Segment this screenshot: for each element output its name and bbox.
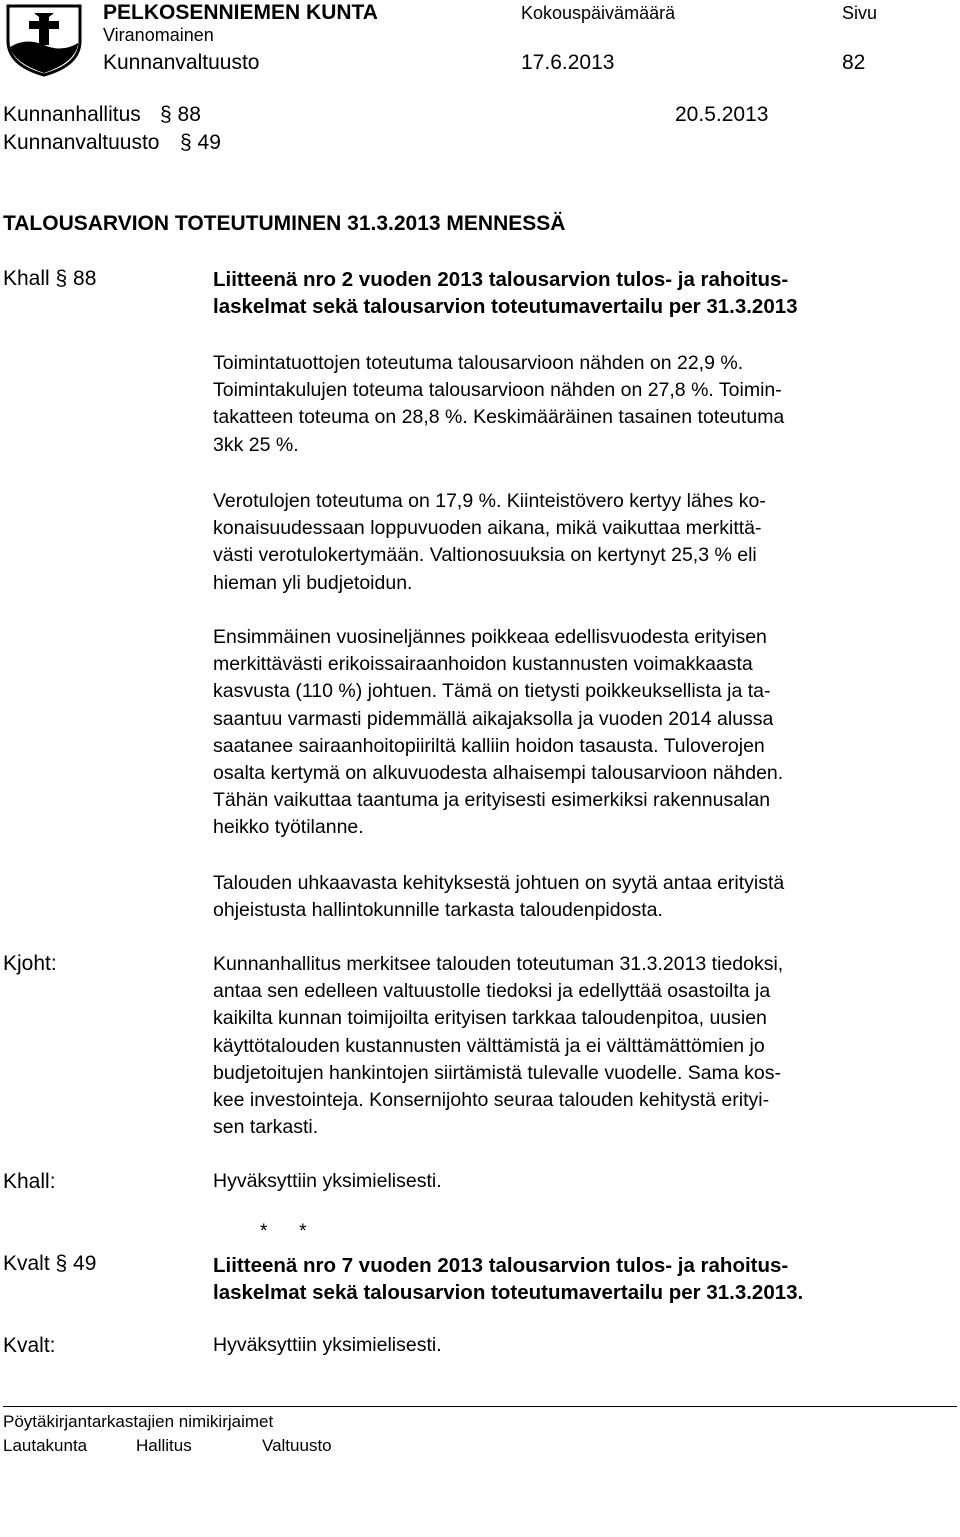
- ref-section-kvalt: § 49: [180, 131, 221, 154]
- paragraph-line: Tähän vaikuttaa taantuma ja erityisesti esimerkiksi rakennusalan: [213, 789, 771, 812]
- footer-title: Pöytäkirjantarkastajien nimikirjaimet: [3, 1412, 274, 1431]
- kvalt-decision-text: Hyväksyttiin yksimielisesti.: [213, 1334, 442, 1356]
- ref-body-khall: Kunnanhallitus: [3, 103, 141, 126]
- ref-date-khall: 20.5.2013: [675, 103, 769, 126]
- kjoht-label: Kjoht:: [3, 952, 57, 975]
- kvalt-heading: [213, 1252, 803, 1306]
- paragraph-line: ohjeistusta hallintokunnille tarkasta taloudenpidosta.: [213, 899, 663, 922]
- meeting-date: 17.6.2013: [521, 51, 615, 74]
- khall-section-ref: Khall § 88: [3, 267, 97, 290]
- kvalt-heading-line: Liitteenä nro 7 vuoden 2013 talousarvion tulos- ja rahoitus-: [213, 1254, 789, 1277]
- authority-label: Viranomainen: [103, 25, 214, 45]
- paragraph-line: Ensimmäinen vuosineljännes poikkeaa edellisvuodesta erityisen: [213, 626, 767, 648]
- paragraph-line: saantuu varmasti pidemmällä aikajaksolla ja vuoden 2014 alussa: [213, 707, 774, 730]
- attachment-heading: [213, 266, 798, 320]
- paragraph-line: osalta kertymä on alkuvuodesta alhaisempi talousarvioon nähden.: [213, 762, 784, 785]
- separator-stars: * *: [260, 1221, 307, 1242]
- paragraph-first-quarter: [213, 624, 783, 842]
- coat-of-arms-icon: [4, 3, 84, 77]
- paragraph-line: merkittävästi erikoissairaanhoidon kustannusten voimakkaasta: [213, 653, 753, 676]
- paragraph-line: saatanee sairaanhoitopiiriltä kalliin hoidon tasausta. Tuloverojen: [213, 734, 765, 757]
- proposal-line: sen tarkasti.: [213, 1116, 319, 1139]
- footer-col-government: Hallitus: [136, 1436, 192, 1455]
- footer-divider: [3, 1406, 957, 1407]
- page-number: 82: [842, 51, 866, 74]
- kvalt-heading-line: laskelmat sekä talousarvion toteutumavertailu per 31.3.2013.: [213, 1281, 804, 1305]
- attachment-heading-line: Liitteenä nro 2 vuoden 2013 talousarvion tulos- ja rahoitus-: [213, 268, 789, 291]
- page-label: Sivu: [842, 3, 878, 23]
- footer-col-council: Valtuusto: [262, 1436, 332, 1455]
- ref-section-khall: § 88: [160, 103, 201, 126]
- paragraph-tax-revenue: [213, 488, 766, 597]
- footer-col-board: Lautakunta: [3, 1436, 88, 1455]
- paragraph-line: heikko työtilanne.: [213, 816, 364, 839]
- document-title: TALOUSARVION TOTEUTUMINEN 31.3.2013 MENNESSÄ: [3, 212, 566, 235]
- proposal-line: käyttötalouden kustannusten välttämistä ja ei välttämättömien jo: [213, 1034, 765, 1057]
- kjoht-proposal: [213, 951, 783, 1141]
- kvalt-decision-label: Kvalt:: [3, 1334, 56, 1357]
- municipality-name: PELKOSENNIEMEN KUNTA: [103, 1, 378, 24]
- paragraph-line: Verotulojen toteutuma on 17,9 %. Kiinteistövero kertyy lähes ko-: [213, 490, 766, 512]
- meeting-date-label: Kokouspäivämäärä: [521, 3, 676, 23]
- attachment-heading-line: laskelmat sekä talousarvion toteutumavertailu per 31.3.2013: [213, 295, 798, 319]
- paragraph-line: västi verotulokertymään. Valtionosuuksia on kertynyt 25,3 % eli: [213, 544, 757, 567]
- paragraph-line: kasvusta (110 %) johtuen. Tämä on tietysti poikkeuksellista ja ta-: [213, 680, 771, 703]
- khall-decision-label: Khall:: [3, 1170, 56, 1193]
- body-name: Kunnanvaltuusto: [103, 51, 260, 74]
- paragraph-line: konaisuudessaan loppuvuoden aikana, mikä vaikuttaa merkittä-: [213, 517, 762, 540]
- paragraph-line: takatteen toteuma on 28,8 %. Keskimääräinen tasainen toteutuma: [213, 406, 785, 429]
- paragraph-guidance: [213, 870, 784, 924]
- khall-decision-text: Hyväksyttiin yksimielisesti.: [213, 1170, 442, 1192]
- paragraph-line: Talouden uhkaavasta kehityksestä johtuen on syytä antaa erityistä: [213, 872, 785, 894]
- paragraph-operating-results: [213, 350, 784, 459]
- kvalt-section-ref: Kvalt § 49: [3, 1252, 97, 1275]
- proposal-line: kee investointeja. Konsernijohto seuraa talouden kehitystä erityi-: [213, 1089, 770, 1112]
- ref-body-kvalt: Kunnanvaltuusto: [3, 131, 160, 154]
- paragraph-line: 3kk 25 %.: [213, 433, 299, 456]
- proposal-line: budjetoitujen hankintojen siirtämistä tulevalle vuodelle. Sama kos-: [213, 1061, 781, 1084]
- paragraph-line: Toimintakulujen toteuma talousarvioon nähden on 27,8 %. Toimin-: [213, 379, 782, 402]
- proposal-line: antaa sen edelleen valtuustolle tiedoksi ja edellyttää osastoilta ja: [213, 980, 771, 1003]
- proposal-line: Kunnanhallitus merkitsee talouden toteutuman 31.3.2013 tiedoksi,: [213, 953, 784, 975]
- proposal-line: kaikilta kunnan toimijoilta erityisen tarkkaa taloudenpitoa, uusien: [213, 1007, 767, 1030]
- paragraph-line: Toimintatuottojen toteutuma talousarvioon nähden on 22,9 %.: [213, 352, 744, 374]
- paragraph-line: hieman yli budjetoidun.: [213, 571, 413, 594]
